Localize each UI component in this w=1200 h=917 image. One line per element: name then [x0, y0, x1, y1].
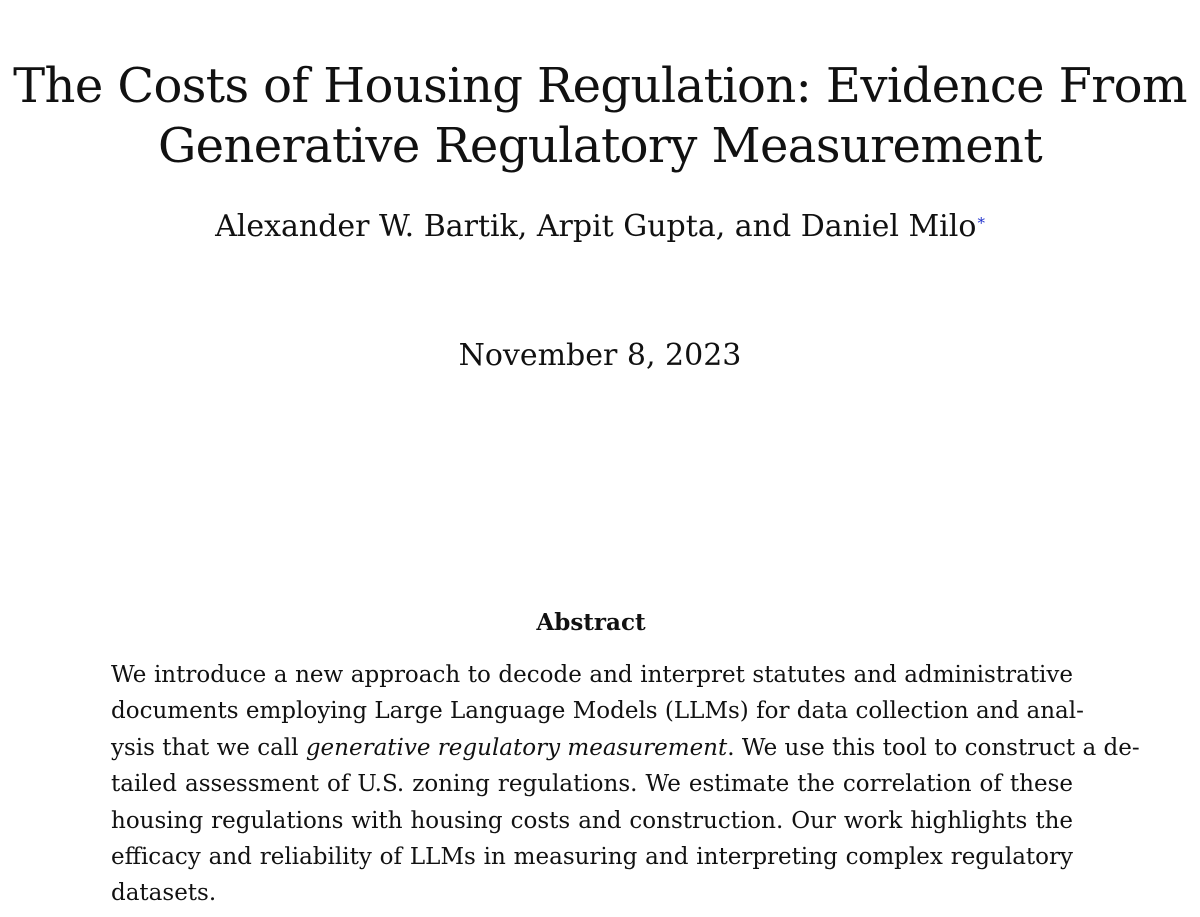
- abstract-line-3-start: ysis that we call: [111, 734, 306, 761]
- paper-title-line-1: The Costs of Housing Regulation: Evidence From: [13, 58, 1187, 115]
- paper-title: [0, 56, 1200, 176]
- author-footnote-link[interactable]: *: [977, 214, 985, 232]
- author-names: Alexander W. Bartik, Arpit Gupta, and Daniel Milo: [215, 209, 977, 244]
- abstract-line-3-end: . We use this tool to construct a de-: [727, 734, 1140, 761]
- abstract-line-7: datasets.: [111, 880, 217, 907]
- abstract-emphasis-term: generative regulatory measurement: [305, 734, 728, 761]
- abstract-line-1: We introduce a new approach to decode and interpret statutes and administrative: [111, 662, 1073, 688]
- author-list: [0, 207, 1200, 247]
- abstract-heading: Abstract: [536, 609, 646, 636]
- abstract-line-6: efficacy and reliability of LLMs in measuring and interpreting complex regulatory: [111, 843, 1073, 870]
- publication-date: November 8, 2023: [458, 338, 742, 373]
- abstract-line-4: tailed assessment of U.S. zoning regulations. We estimate the correlation of these: [111, 771, 1073, 798]
- abstract-line-5: housing regulations with housing costs and construction. Our work highlights the: [111, 807, 1073, 834]
- abstract-body: [111, 657, 1140, 912]
- abstract-line-2: documents employing Large Language Models (LLMs) for data collection and anal-: [111, 698, 1084, 725]
- paper-title-line-2: Generative Regulatory Measurement: [157, 118, 1043, 175]
- abstract-line-3: [111, 730, 1140, 766]
